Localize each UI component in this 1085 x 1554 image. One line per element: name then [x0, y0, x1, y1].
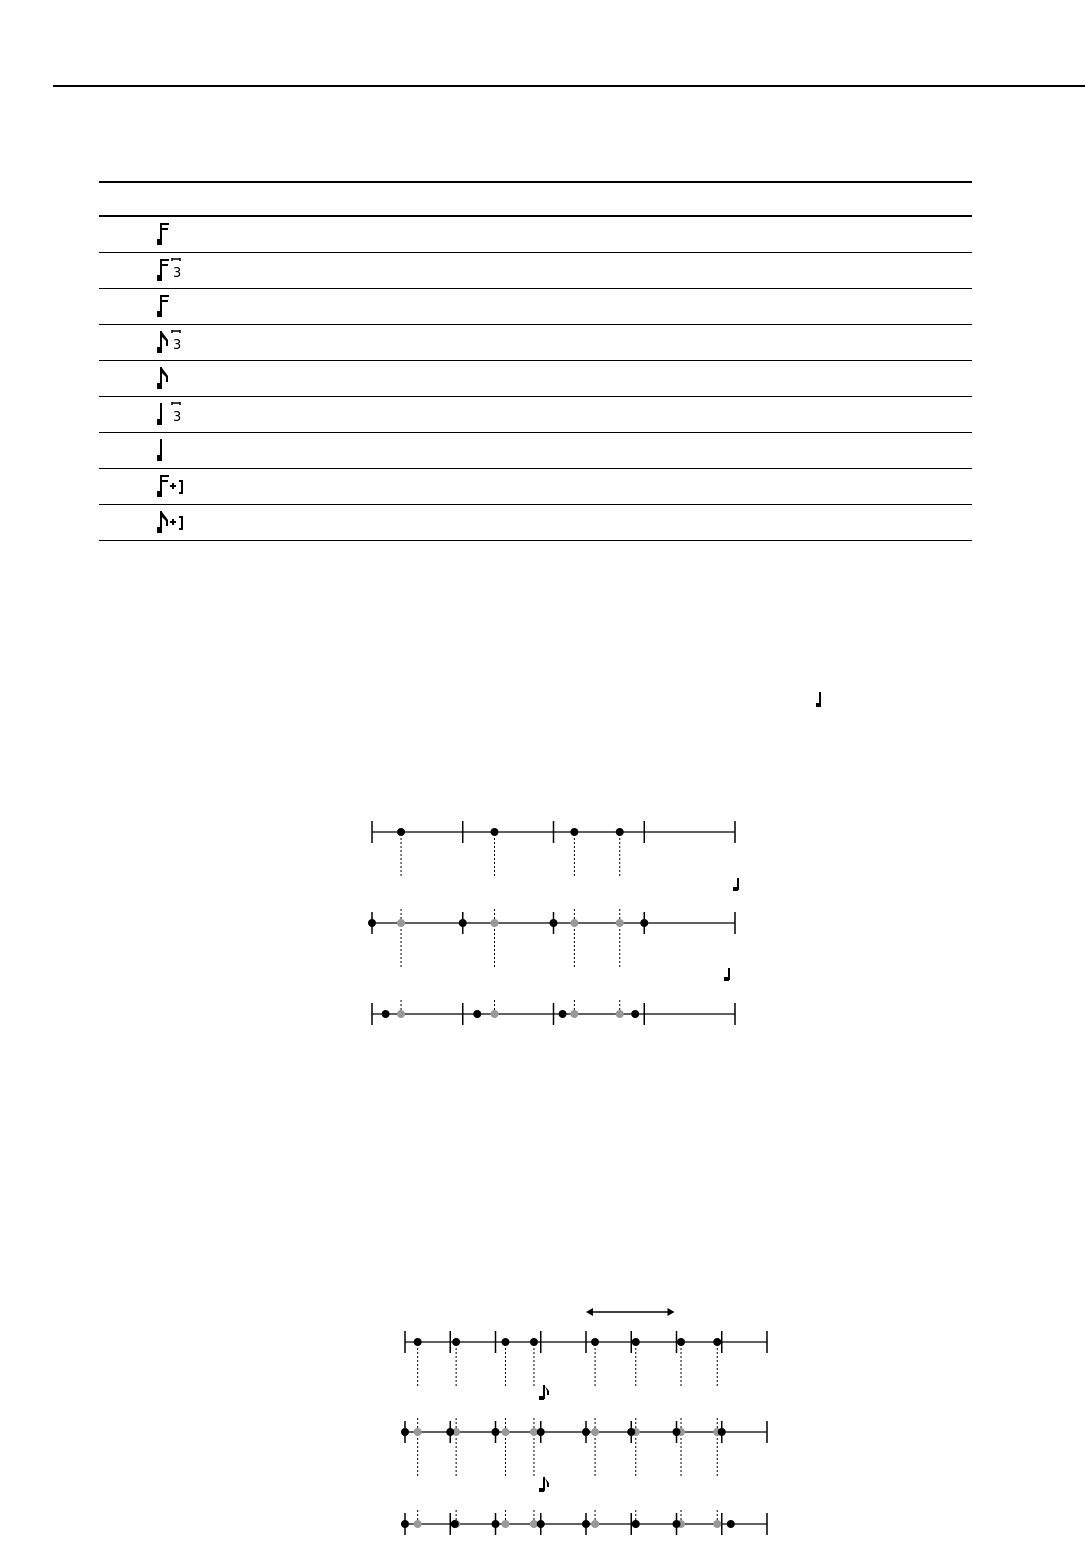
quantized-note	[492, 1428, 500, 1436]
original-note-ghost	[414, 1428, 422, 1436]
sixteenth-note-triplet-icon	[154, 257, 194, 285]
quantized-note	[446, 1428, 454, 1436]
table-row	[99, 361, 972, 397]
original-note-ghost	[501, 1520, 509, 1528]
sixteenth-note-icon	[154, 293, 194, 321]
quantized-note	[473, 1010, 481, 1018]
quarter-note-icon	[724, 968, 730, 981]
quantized-note	[582, 1428, 590, 1436]
note-dot	[616, 828, 624, 836]
eighth-note-icon	[539, 1477, 549, 1492]
quantized-note	[727, 1520, 735, 1528]
note-dot	[632, 1338, 640, 1346]
quantized-note	[632, 1520, 640, 1528]
note-dot	[452, 1338, 460, 1346]
eighth-note-triplet-icon	[154, 329, 194, 357]
original-note-ghost	[570, 1010, 578, 1018]
table-row	[99, 289, 972, 325]
original-note-ghost	[713, 1520, 721, 1528]
original-note-ghost	[397, 1010, 405, 1018]
quantized-note	[640, 919, 648, 927]
header-rule	[53, 85, 1085, 87]
original-note-ghost	[570, 919, 578, 927]
original-note-ghost	[491, 919, 499, 927]
table-row	[99, 253, 972, 289]
table-header	[99, 181, 972, 217]
quantized-note	[537, 1520, 545, 1528]
sixteenth-note-icon	[154, 221, 194, 249]
quarter-note-icon	[154, 437, 194, 465]
sixteenth-plus-triplet-icon	[154, 473, 194, 501]
note-dot	[677, 1338, 685, 1346]
quantized-note	[401, 1428, 409, 1436]
quarter-note-triplet-icon	[154, 401, 194, 429]
note-dot	[530, 1338, 538, 1346]
table-row	[99, 397, 972, 433]
original-note-ghost	[501, 1428, 509, 1436]
quarter-note-icon	[733, 878, 739, 891]
note-dot	[501, 1338, 509, 1346]
table-row	[99, 325, 972, 361]
quantized-note	[673, 1520, 681, 1528]
original-note-ghost	[397, 919, 405, 927]
timing-diagram-eighth	[395, 1300, 780, 1540]
note-dot	[713, 1338, 721, 1346]
eighth-note-icon	[539, 1385, 549, 1400]
eighth-plus-triplet-icon	[154, 509, 194, 537]
table-row	[99, 433, 972, 469]
quantized-note	[673, 1428, 681, 1436]
quantized-note	[627, 1428, 635, 1436]
note-dot	[414, 1338, 422, 1346]
quantized-note	[550, 919, 558, 927]
note-dot	[591, 1338, 599, 1346]
svg-text:3: 3	[173, 410, 182, 425]
quantized-note	[559, 1010, 567, 1018]
arrow-head-left	[586, 1308, 593, 1316]
quantized-note	[368, 919, 376, 927]
quantize-table	[99, 181, 972, 541]
original-note-ghost	[616, 919, 624, 927]
note-dot	[491, 828, 499, 836]
eighth-note-icon	[154, 365, 194, 393]
arrow-head-right	[668, 1308, 675, 1316]
quantized-note	[537, 1428, 545, 1436]
original-note-ghost	[591, 1428, 599, 1436]
quantized-note	[631, 1010, 639, 1018]
table-row	[99, 505, 972, 541]
original-note-ghost	[591, 1520, 599, 1528]
quantized-note	[718, 1428, 726, 1436]
quantized-note	[451, 1520, 459, 1528]
original-note-ghost	[616, 1010, 624, 1018]
svg-text:3: 3	[173, 338, 182, 353]
quantized-note	[582, 1520, 590, 1528]
quantized-note	[492, 1520, 500, 1528]
note-dot	[570, 828, 578, 836]
table-row	[99, 469, 972, 505]
table-body	[99, 217, 972, 541]
quantized-note	[459, 919, 467, 927]
original-note-ghost	[414, 1520, 422, 1528]
svg-text:3: 3	[173, 266, 182, 281]
timing-diagram-quarter	[360, 810, 760, 1035]
quantized-note	[401, 1520, 409, 1528]
original-note-ghost	[491, 1010, 499, 1018]
quarter-note-icon	[814, 690, 824, 710]
quantized-note	[382, 1010, 390, 1018]
table-row	[99, 217, 972, 253]
note-dot	[397, 828, 405, 836]
